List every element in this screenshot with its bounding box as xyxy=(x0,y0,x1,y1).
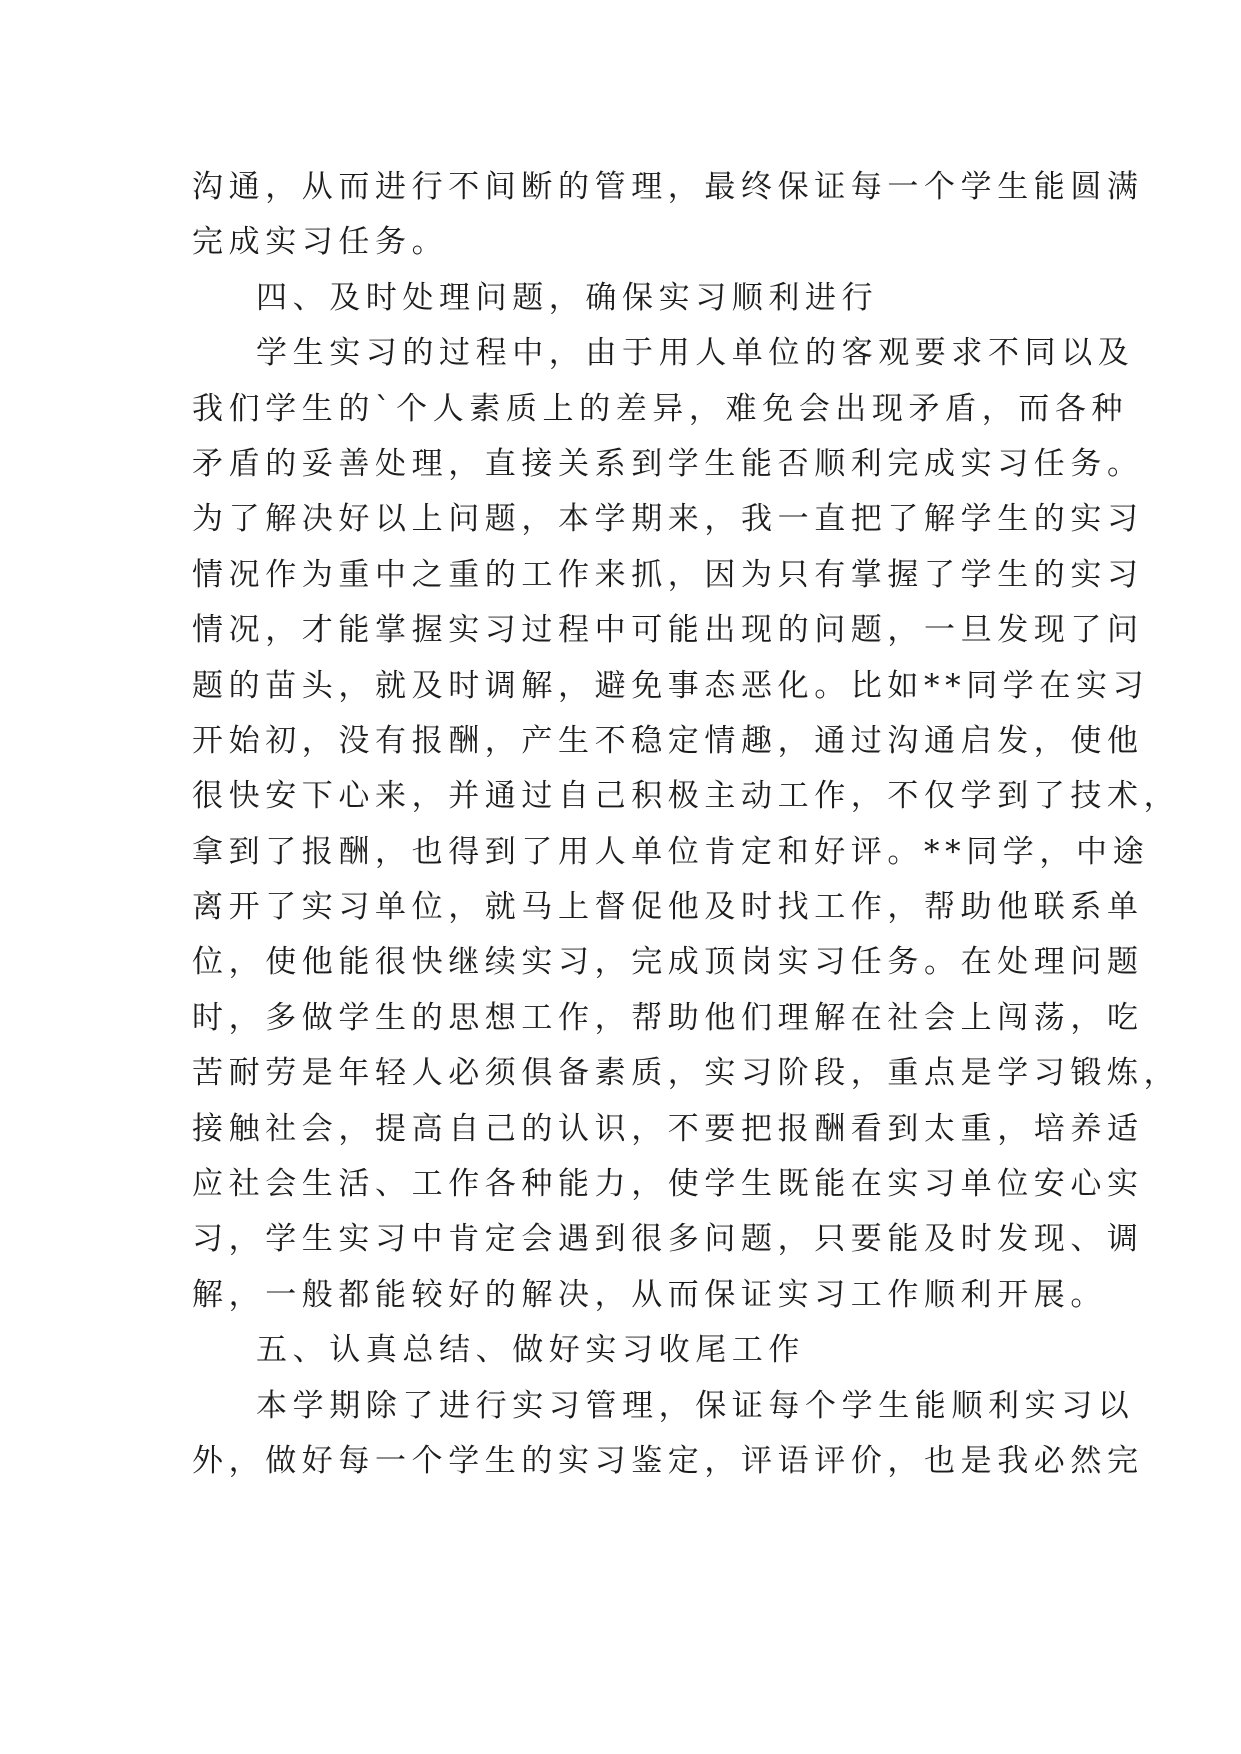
text-line: 应社会生活、工作各种能力，使学生既能在实习单位安心实 xyxy=(192,1166,1144,1203)
text-line: 苦耐劳是年轻人必须俱备素质，实习阶段，重点是学习锻炼， xyxy=(192,1055,1181,1092)
text-line: 外，做好每一个学生的实习鉴定，评语评价，也是我必然完 xyxy=(192,1442,1144,1479)
paragraph-start-line: 本学期除了进行实习管理，保证每个学生能顺利实习以 xyxy=(256,1387,1135,1424)
text-line: 完成实习任务。 xyxy=(192,224,449,261)
text-line: 拿到了报酬，也得到了用人单位肯定和好评。**同学，中途 xyxy=(192,833,1150,870)
text-line: 为了解决好以上问题，本学期来，我一直把了解学生的实习 xyxy=(192,501,1144,538)
paragraph-start-line: 四、及时处理问题，确保实习顺利进行 xyxy=(256,279,879,316)
text-line: 沟通，从而进行不间断的管理，最终保证每一个学生能圆满 xyxy=(192,169,1144,205)
paragraph-start-line: 五、认真总结、做好实习收尾工作 xyxy=(256,1332,805,1369)
text-line: 位，使他能很快继续实习，完成顶岗实习任务。在处理问题 xyxy=(192,944,1144,981)
text-line: 习，学生实习中肯定会遇到很多问题，只要能及时发现、调 xyxy=(192,1221,1144,1258)
text-line: 解，一般都能较好的解决，从而保证实习工作顺利开展。 xyxy=(192,1276,1107,1313)
text-line: 时，多做学生的思想工作，帮助他们理解在社会上闯荡，吃 xyxy=(192,999,1144,1036)
document-body xyxy=(192,160,1181,1489)
paragraph-start-line: 学生实习的过程中，由于用人单位的客观要求不同以及 xyxy=(256,335,1135,372)
text-line: 矛盾的妥善处理，直接关系到学生能否顺利完成实习任务。 xyxy=(192,445,1144,482)
text-line: 情况作为重中之重的工作来抓，因为只有掌握了学生的实习 xyxy=(192,556,1144,593)
text-line: 离开了实习单位，就马上督促他及时找工作，帮助他联系单 xyxy=(192,889,1144,926)
text-line: 开始初，没有报酬，产生不稳定情趣，通过沟通启发，使他 xyxy=(192,722,1144,759)
text-line: 很快安下心来，并通过自己积极主动工作，不仅学到了技术， xyxy=(192,778,1181,815)
text-line: 题的苗头，就及时调解，避免事态恶化。比如**同学在实习 xyxy=(192,667,1150,704)
text-line: 接触社会，提高自己的认识，不要把报酬看到太重，培养适 xyxy=(192,1110,1144,1147)
text-line: 我们学生的`个人素质上的差异，难免会出现矛盾，而各种 xyxy=(192,390,1129,427)
text-line: 情况，才能掌握实习过程中可能出现的问题，一旦发现了问 xyxy=(192,612,1144,649)
